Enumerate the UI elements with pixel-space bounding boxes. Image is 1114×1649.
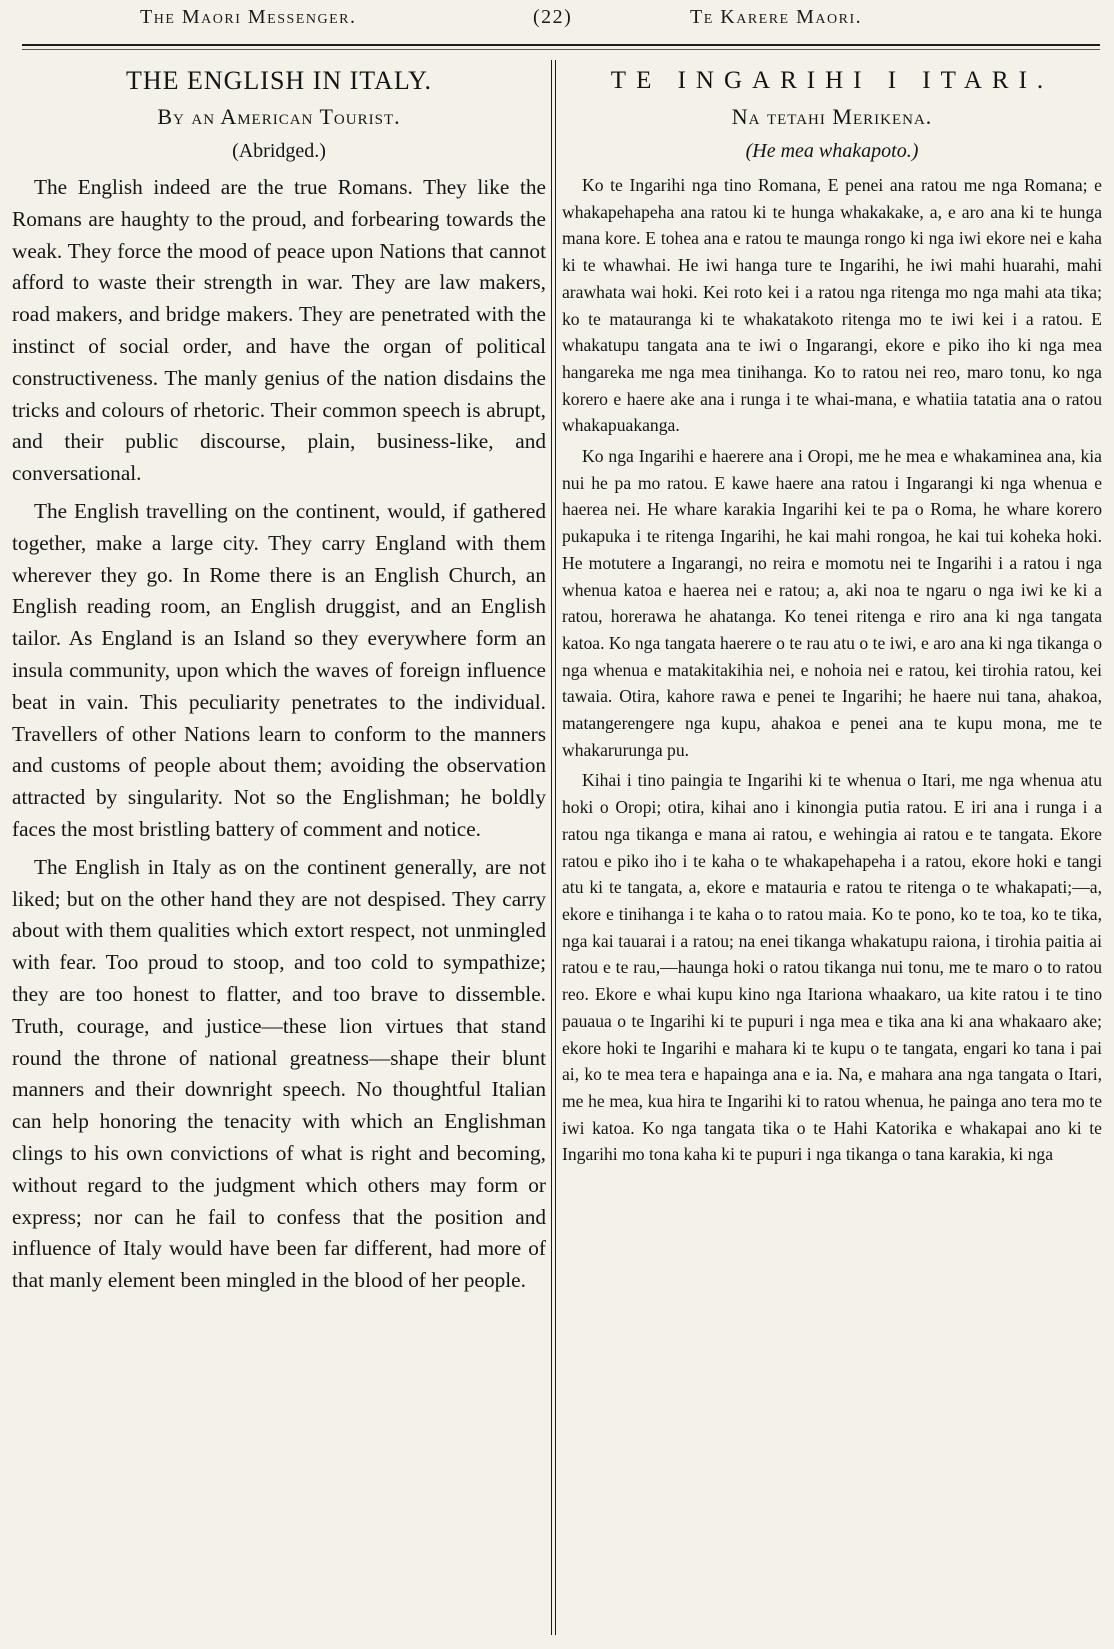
english-note: (Abridged.) xyxy=(232,140,326,162)
english-paragraph-3: The English in Italy as on the continent generally, are not liked; but on the other hand they are not despised. They carry about with them qualities which extort respect, not unmingled with fear. Too proud to stoop, and too cold to sympathize; they are too honest to flatter, and too brave to dissemble. Truth, courage, and justice—these lion virtues that stand round the throne of national greatness—shape their blunt manners and their downright speech. No thoughtful Italian can help honoring the tenacity with which an Englishman clings to his own convictions of what is right and becoming, without regard to the judgment which others may form or express; nor can he fail to confess that the position and influence of Italy would have been far different, had more of that manly element been mingled in the blood of her people. xyxy=(12,854,546,1293)
maori-paragraph-3: Kihai i tino paingia te Ingarihi ki te whenua o Itari, me nga whenua atu hoki o Oropi; otira, kihai ano i kinongia putia ratou. E iri ana i runga i a ratou nga tikanga e mana ai ratou, e wehingia ai ratou e te tangata. Ekore ratou e piko iho i te kaha o te whakapehapeha i a ratou, ekore hoki e tangi atu ki te tangata, a, ekore e matauria e ratou te ritenga o te whakapati;—a, ekore e tinihanga i te kaha o to ratou maia. Ko te pono, ko te toa, ko te tika, nga kai tauarai i a ratou; na enei tikanga whakatupu raiona, i tirohia paitia ai ratou e te rau,—haunga hoki o ratou tikanga nui tonu, me te maro o to ratou reo. Ekore e whai kupu kino nga Itariona whaakaro, ua kite ratou i te tino pauaua o te Ingarihi ki te pupuri i nga mea e tika ana ki ana whakaaro ake; ekore hoki te Ingarihi e mahara ki te kupu o te tangata, engari ko tana i pai ai, ko te mea tera e hapainga ana e ia. Na, e mahara ana nga tangata o Itari, me he mea, kua hira te Ingarihi ki to ratou whenua, he painga ano tera mo te iwi katoa. Ko nga tangata tika o te Hahi Katorika e whakapai ano ki te Ingarihi mo tona kaha ki te pupuri i nga tikanga o tana karakia, ki nga xyxy=(562,770,1102,1165)
maori-paragraph-2: Ko nga Ingarihi e haerere ana i Oropi, me he mea e whakaminea ana, kia nui he pa mo ratou. E kawe haere ana ratou i Ingarangi ki nga whenua e haerea nei. He whare karakia Ingarihi kei te pa o Roma, he whare korero pukapuka i te ritenga Ingarihi, he kai mahi rongoa, he kai tui koheka hoki. He motutere a Ingarangi, no reira e momotu nei te Ingarihi i a ratou i nga whenua katoa e haerea nei e ratou; a, aki noa te ngaru o nga iwi ke ki a ratou, horerawa he ahatanga. Ko tenei ritenga e riro ana ki nga tangata katoa. Ko nga tangata haerere o te rau atu o te iwi, e aro ana ki nga tikanga o nga whenua e matakitakihia nei, e nohoia nei e ratou, kei tirohia ratou, kei tawaia. Otira, kahore rawa e penei te Ingarihi; he haere nui tana, ahakoa, matangerengere nga kupu, ahakoa e penei ana te kupu mona, me te whakarurunga pu. xyxy=(562,446,1102,760)
english-byline: By an American Tourist. xyxy=(157,104,401,129)
page-number: (22) xyxy=(533,6,573,28)
header-rule xyxy=(22,44,1100,46)
column-divider xyxy=(551,60,552,1635)
column-divider-inner xyxy=(555,60,556,1635)
running-header xyxy=(0,6,1114,40)
maori-note: (He mea whakapoto.) xyxy=(745,140,919,162)
publication-title-maori: Te Karere Maori. xyxy=(690,6,863,28)
maori-paragraph-1: Ko te Ingarihi nga tino Romana, E penei ana ratou me nga Romana; e whakapehapeha ana ratou ki te hunga whakakake, a, e aro ana ki te hunga mana kore. E tohea ana e ratou te maunga rongo ki nga iwi ekore nei e kaha ki te whawhai. He iwi hanga ture te Ingarihi, he iwi mahi huarahi, mahi arawhata wai hoki. Kei roto kei i a ratou nga ritenga mo nga mahi ata tika; ko te matauranga ki te whakatakoto ritenga mo te iwi kei i a ratou. E whakatupu tangata ana te iwi o Ingarangi, ekore e piko iho ki nga mea hangareka me nga mea tinihanga. Ko to ratou nei reo, maro tonu, ko nga korero e haere ake ana i runga i te whai-mana, e whatiia tatatia ana o ratou whakapuakanga. xyxy=(562,175,1102,436)
maori-article-title: TE INGARIHI I ITARI. xyxy=(610,67,1054,94)
maori-byline: Na tetahi Merikena. xyxy=(731,104,933,129)
english-column xyxy=(12,60,546,1303)
header-rule-thin xyxy=(22,49,1100,50)
maori-column xyxy=(562,60,1102,1172)
english-article-title: THE ENGLISH IN ITALY. xyxy=(125,66,433,95)
english-paragraph-2: The English travelling on the continent, would, if gathered together, make a large city. They carry England with them wherever they go. In Rome there is an English Church, an English reading room, an English druggist, and an English tailor. As England is an Island so they everywhere form an insula community, upon which the waves of foreign influence beat in vain. This peculiarity penetrates to the individual. Travellers of other Nations learn to conform to the manners and customs of people about them; avoiding the observation attracted by singularity. Not so the Englishman; he boldly faces the most bristling battery of comment and notice. xyxy=(12,498,546,841)
publication-title-english: The Maori Messenger. xyxy=(140,6,357,28)
english-paragraph-1: The English indeed are the true Romans. They like the Romans are haughty to the proud, and forbearing towards the weak. They force the mood of peace upon Nations that cannot afford to waste their strength in war. They are law makers, road makers, and bridge makers. They are penetrated with the instinct of social order, and have the organ of political constructiveness. The manly genius of the nation disdains the tricks and colours of rhetoric. Their common speech is abrupt, and their public discourse, plain, business-like, and conversational. xyxy=(12,175,546,486)
